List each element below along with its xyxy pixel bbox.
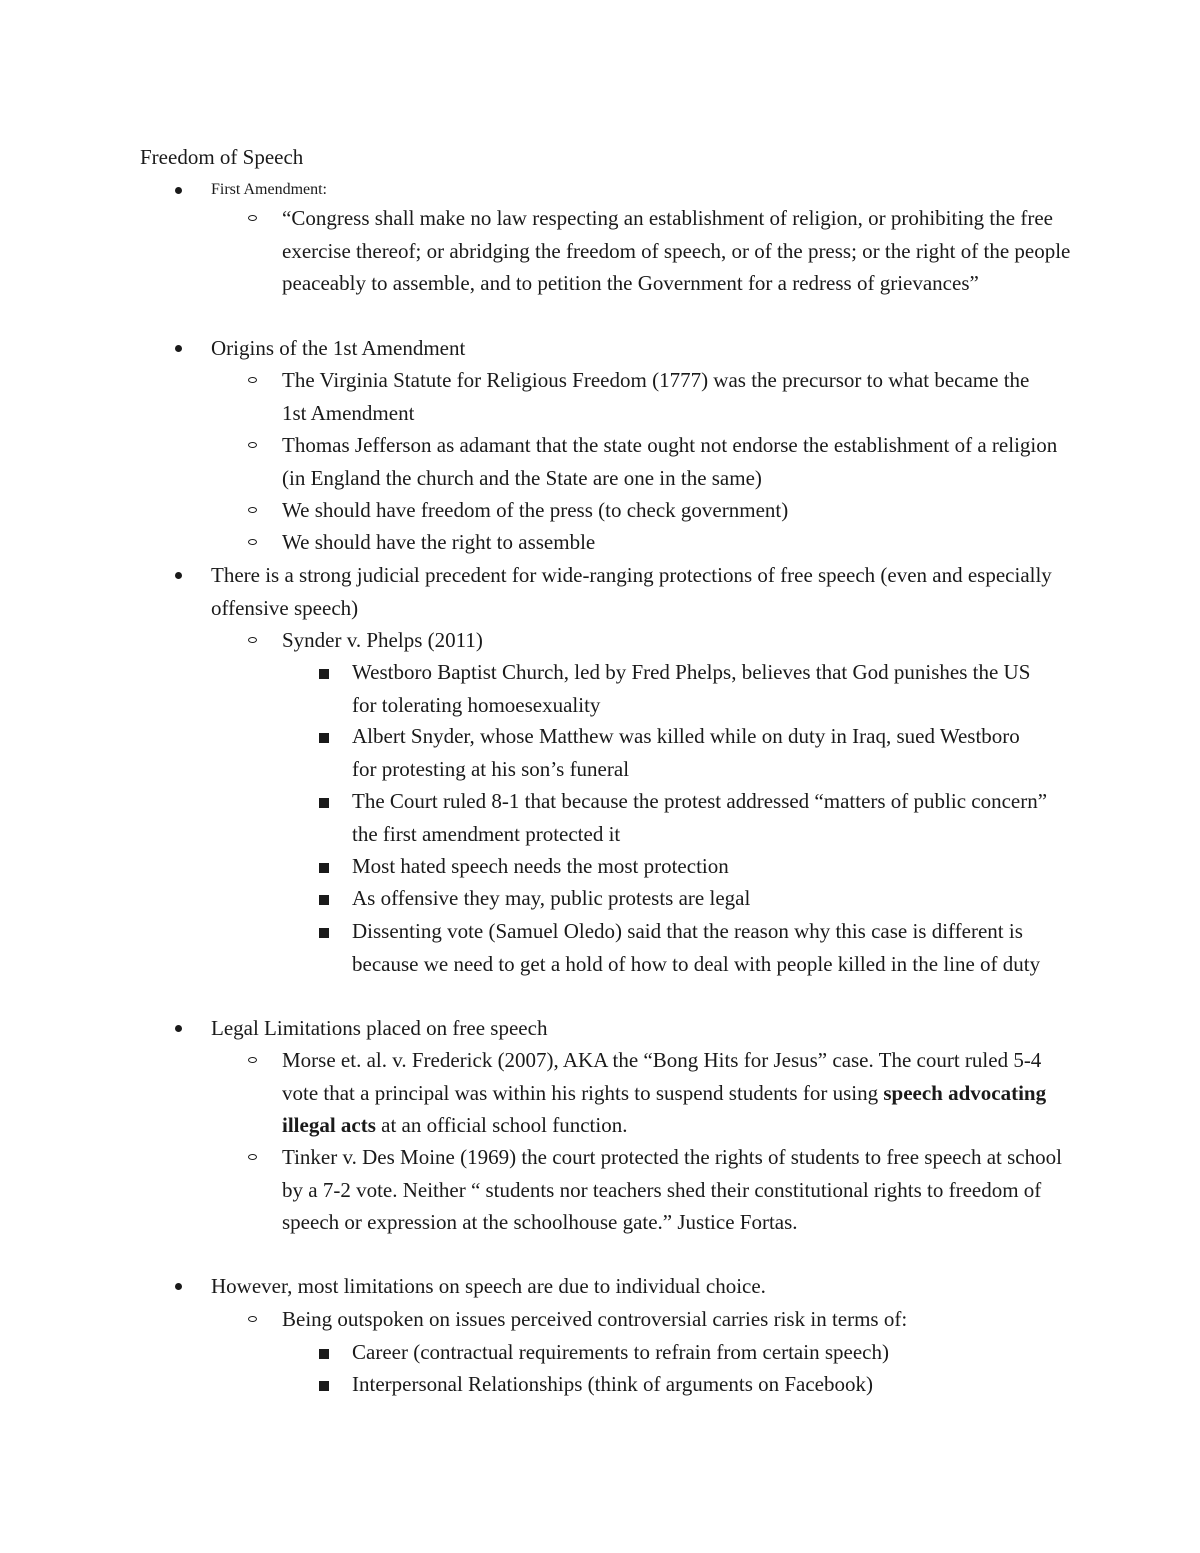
- bullet-text: We should have the right to assemble: [282, 530, 596, 554]
- disc-bullet-icon: [175, 345, 182, 352]
- bullet-jefferson: [282, 429, 1072, 494]
- circle-bullet-icon: [248, 442, 257, 448]
- circle-bullet-icon: [248, 377, 257, 383]
- bullet-text: There is a strong judicial precedent for wide-ranging protections of free speech (even and especially offensive speech): [211, 563, 1052, 620]
- circle-bullet-icon: [248, 539, 257, 545]
- circle-bullet-icon: [248, 215, 257, 221]
- disc-bullet-icon: [175, 187, 182, 194]
- bullet-however: [211, 1270, 1091, 1303]
- bullet-text: Thomas Jefferson as adamant that the state ought not endorse the establishment of a religion (in England the church and the State are one in the same): [282, 433, 1058, 490]
- bullet-text: Tinker v. Des Moine (1969) the court protected the rights of students to free speech at school by a 7-2 vote. Neither “ students nor teachers shed their constitutional rights to freedom of speech or expression at the schoolhouse gate.” Justice Fortas.: [282, 1145, 1062, 1234]
- bullet-text: We should have freedom of the press (to check government): [282, 498, 789, 522]
- bullet-text: Albert Snyder, whose Matthew was killed while on duty in Iraq, sued Westboro for protesting at his son’s funeral: [352, 724, 1020, 781]
- bullet-interpersonal: [352, 1368, 1082, 1401]
- bullet-snyder-case: [282, 624, 1082, 657]
- bullet-origins: [211, 332, 1091, 365]
- bullet-press: [282, 494, 1082, 527]
- disc-bullet-icon: [175, 1283, 182, 1290]
- bullet-text: The Virginia Statute for Religious Freedom (1777) was the precursor to what became the 1st Amendment: [282, 368, 1030, 425]
- bullet-text: Most hated speech needs the most protection: [352, 854, 729, 878]
- bullet-outspoken: [282, 1303, 1102, 1336]
- bullet-text: As offensive they may, public protests are legal: [352, 886, 751, 910]
- bullet-text: “Congress shall make no law respecting an establishment of religion, or prohibiting the free exercise thereof; or abridging the freedom of speech, or of the press; or the right of the people peaceably to assemble, and to petition the Government for a redress of grievances”: [282, 206, 1071, 295]
- square-bullet-icon: [319, 733, 329, 743]
- bullet-text: The Court ruled 8-1 that because the protest addressed “matters of public concern” the first amendment protected it: [352, 789, 1048, 846]
- bullet-text: Westboro Baptist Church, led by Fred Phelps, believes that God punishes the US for tolerating homoesexuality: [352, 660, 1031, 717]
- circle-bullet-icon: [248, 637, 257, 643]
- bullet-dissenting: [352, 915, 1072, 980]
- bullet-assemble: [282, 526, 1082, 559]
- morse-text-end: at an official school function.: [375, 1113, 628, 1137]
- bullet-court-ruled: [352, 785, 1052, 850]
- bullet-westboro: [352, 656, 1052, 721]
- bullet-hated-speech: [352, 850, 1082, 883]
- disc-bullet-icon: [175, 572, 182, 579]
- bullet-text: Career (contractual requirements to refrain from certain speech): [352, 1340, 889, 1364]
- morse-text-start: Morse et. al. v. Frederick (2007), AKA the “Bong Hits for Jesus” case. The court ruled 5-4 vote that a principal was within his rights to suspend students for using: [282, 1048, 1042, 1105]
- bullet-offensive: [352, 882, 1082, 915]
- disc-bullet-icon: [175, 1025, 182, 1032]
- bullet-legal-limitations: [211, 1012, 1091, 1045]
- bullet-text: First Amendment:: [211, 181, 327, 198]
- bullet-text: Being outspoken on issues perceived controversial carries risk in terms of:: [282, 1307, 908, 1331]
- bullet-text: [282, 1044, 1062, 1142]
- square-bullet-icon: [319, 928, 329, 938]
- bullet-text: However, most limitations on speech are due to individual choice.: [211, 1274, 766, 1298]
- bullet-albert-snyder: [352, 720, 1022, 785]
- document-title: Freedom of Speech: [140, 145, 304, 169]
- circle-bullet-icon: [248, 1316, 257, 1322]
- bullet-virginia-statute: [282, 364, 1042, 429]
- bullet-career: [352, 1336, 1082, 1369]
- square-bullet-icon: [319, 895, 329, 905]
- bullet-text: Dissenting vote (Samuel Oledo) said that the reason why this case is different is because we need to get a hold of how to deal with people killed in the line of duty: [352, 919, 1041, 976]
- bullet-congress-quote: [282, 202, 1072, 300]
- morse-bold-text: speech advocating illegal acts: [282, 1080, 1047, 1137]
- bullet-text: Interpersonal Relationships (think of arguments on Facebook): [352, 1372, 874, 1396]
- bullet-morse: [282, 1044, 1062, 1142]
- circle-bullet-icon: [248, 507, 257, 513]
- square-bullet-icon: [319, 1349, 329, 1359]
- square-bullet-icon: [319, 669, 329, 679]
- bullet-text: Synder v. Phelps (2011): [282, 628, 483, 652]
- square-bullet-icon: [319, 863, 329, 873]
- square-bullet-icon: [319, 1381, 329, 1391]
- circle-bullet-icon: [248, 1154, 257, 1160]
- bullet-text: Origins of the 1st Amendment: [211, 336, 466, 360]
- square-bullet-icon: [319, 798, 329, 808]
- bullet-judicial-precedent: [211, 559, 1071, 624]
- bullet-text: Legal Limitations placed on free speech: [211, 1016, 548, 1040]
- bullet-tinker: [282, 1141, 1062, 1239]
- circle-bullet-icon: [248, 1057, 257, 1063]
